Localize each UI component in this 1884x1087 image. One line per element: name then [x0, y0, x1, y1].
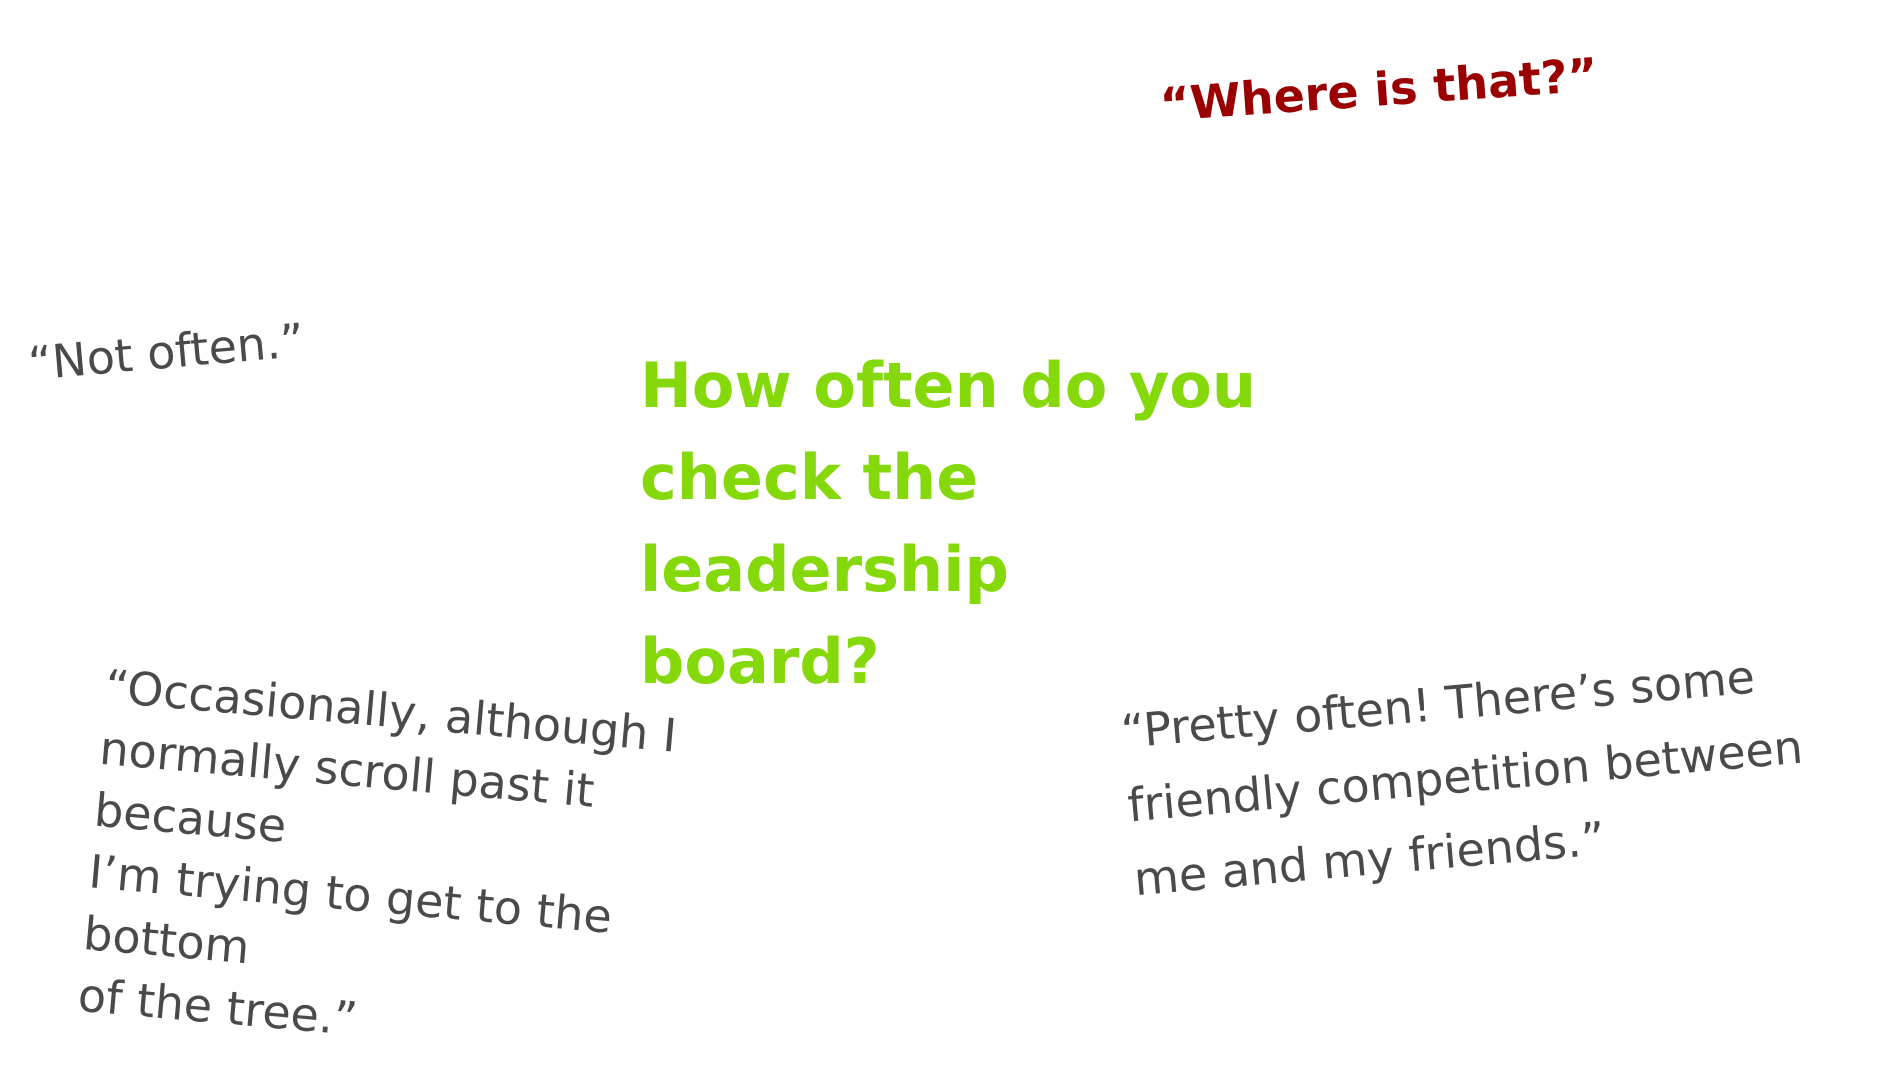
quote-pretty-often: “Pretty often! There’s some friendly competition between me and my friends.”: [1118, 649, 1805, 907]
central-question: How often do you check the leadership board?: [640, 349, 1257, 698]
quote-not-often: “Not often.”: [26, 312, 307, 391]
quote-occasionally: “Occasionally, although I normally scroll past it because I’m trying to get to the bottom of the tree.”: [75, 658, 679, 1047]
quote-where-is-that: “Where is that?”: [1158, 47, 1600, 132]
